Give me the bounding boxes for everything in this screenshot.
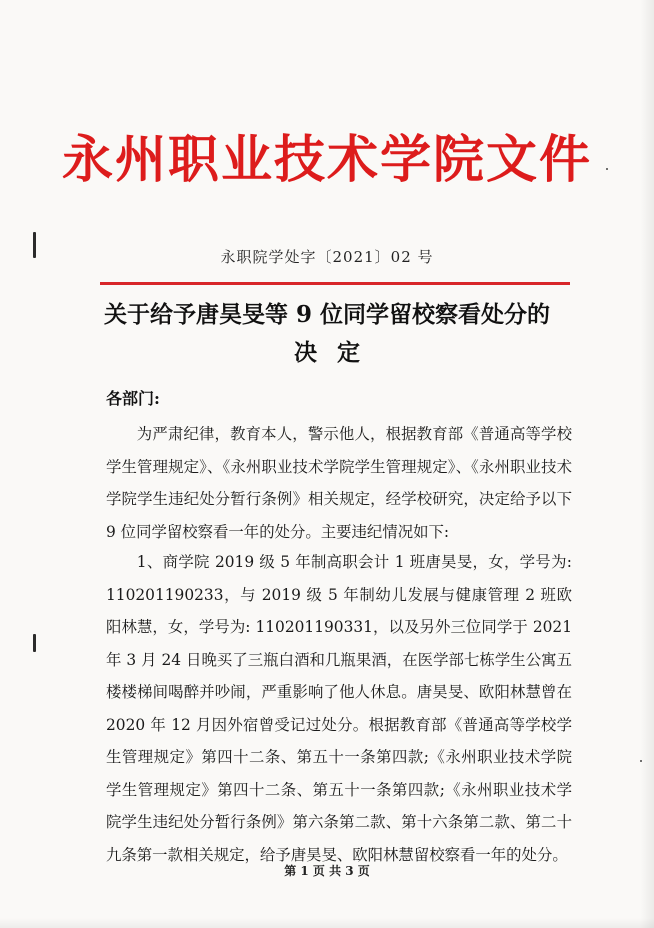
document-title-line-1: 关于给予唐昊旻等 9 位同学留校察看处分的 <box>103 301 551 328</box>
scan-speck <box>606 168 608 170</box>
body-paragraph: 1、商学院 2019 级 5 年制高职会计 1 班唐昊旻，女，学号为: 110201190233，与 2019 级 5 年制幼儿发展与健康管理 2 班欧阳林慧，女，学号为: 110201190331，以及另外三位同学于 2021 年 3 月 24 日晚买了三瓶白酒和几瓶果酒，在医学部七栋学生公寓五楼楼梯间喝醉并吵闹，严重影响了他人休息。唐昊旻、欧阳林慧曾在 2020 年 12 月因外宿曾受记过处分。根据教育部《普通高等学校学生管理规定》第四十二条、第五十一条第四款;《永州职业技术学院学生管理规定》第四十二条、第五十一条第四款;《永州职业技术学院学生违纪处分暂行条例》第六条第二款、第十六条第二款、第二十九条第一款相关规定，给予唐昊旻、欧阳林慧留校察看一年的处分。 <box>106 553 572 864</box>
binding-hole-mark <box>33 634 36 652</box>
document-number: 永职院学处字〔2021〕02 号 <box>220 248 434 266</box>
issuer-header-title: 永州职业技术学院文件 <box>61 130 592 190</box>
page-number-footer: 第 1 页 共 3 页 <box>284 864 370 878</box>
scan-shadow-edge <box>640 0 654 928</box>
body-paragraph: 为严肃纪律，教育本人，警示他人，根据教育部《普通高等学校学生管理规定》、《永州职业技术学院学生管理规定》、《永州职业技术学院学生违纪处分暂行条例》相关规定，经学校研究，决定给予以下 9 位同学留校察看一年的处分。主要违纪情况如下: <box>106 425 572 541</box>
scan-shadow-edge <box>0 918 654 928</box>
red-separator-line <box>100 282 570 285</box>
document-title-line-2: 决定 <box>294 339 380 366</box>
salutation: 各部门: <box>106 389 160 408</box>
